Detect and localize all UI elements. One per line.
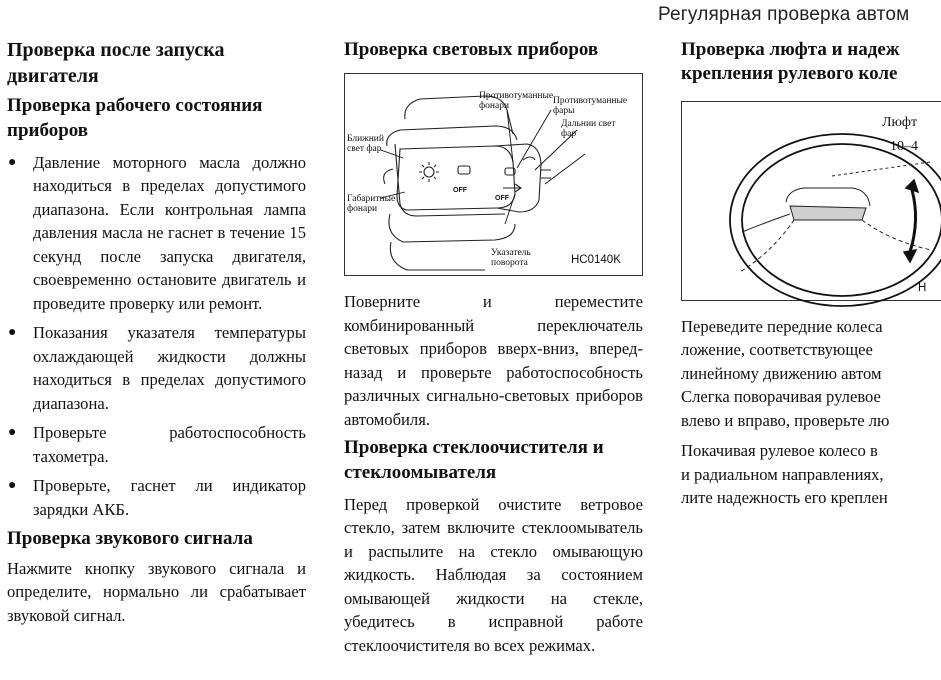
switch-off-text-2: OFF xyxy=(495,195,509,203)
switch-off-text: OFF xyxy=(453,187,467,195)
subsection-title-instruments: Проверка рабочего состояния приборов xyxy=(7,95,263,141)
wiper-check-text: Перед проверкой очистите ветровое стекло, затем включите стеклоомыватель и распылите на стекло омывающую жидкость. Наблюдая за состоянием омывающей жидкости на стекле, убедитесь в исправной работе стеклоочистителя во всех режимах. xyxy=(344,494,643,655)
label-front-fog: Противотуманные фонари xyxy=(479,91,554,112)
running-header: Регулярная проверка автом xyxy=(658,4,910,25)
column-middle xyxy=(344,38,643,657)
lights-check-text: Поверните и переместите комбинированный переключатель световых приборов вверх-вниз, вперед-назад и проверьте работоспособность различных сигнально-световых приборов автомобиля. xyxy=(344,292,643,429)
list-item: ● Показания указателя температуры охлаждающей жидкости должны находиться в пределах допустимого диапазона. xyxy=(8,323,306,413)
bullet-icon: ● xyxy=(8,154,17,170)
label-turn-signal: Указатель поворота xyxy=(491,248,531,269)
steering-text-2: Покачивая рулевое колесо в и радиальном направлениях, лите надежность его креплен xyxy=(681,441,888,508)
steering-check-title-line1: Проверка люфта и надеж xyxy=(681,39,900,60)
horn-check-title: Проверка звукового сигнала xyxy=(7,528,253,550)
figure-code-fragment: Н xyxy=(918,281,927,294)
bullet-icon: ● xyxy=(8,325,17,341)
label-high-beam: Дальнии свет фар xyxy=(561,119,616,140)
steering-text-1: Переведите передние колеса ложение, соответствующее линейному движению автом Слегка поворачивая рулевое влево и вправо, проверьте лю xyxy=(681,316,890,430)
figure-code: HC0140K xyxy=(571,254,621,267)
list-item: ● Давление моторного масла должно находиться в пределах допустимого диапазона. Если контрольная лампа давления масла не гаснет в течение 15 секунд после запуска двигателя, своевременно остановите двигатель и проведите проверку или ремонт. xyxy=(8,152,306,313)
check-list xyxy=(7,151,306,522)
bullet-icon: ● xyxy=(8,425,17,441)
label-play-range: 10–4 xyxy=(890,138,918,154)
steering-check-title-line2: крепления рулевого коле xyxy=(681,63,898,85)
steering-wheel-figure xyxy=(681,101,941,301)
bullet-icon: ● xyxy=(8,478,17,494)
label-fog-headlights: Противотуманные фары xyxy=(553,96,628,117)
horn-check-text: Нажмите кнопку звукового сигнала и определите, нормально ли срабатывает звуковой сигнал. xyxy=(7,558,306,625)
list-item: ● Проверьте работоспособность тахометра. xyxy=(8,423,306,466)
column-right xyxy=(681,38,941,510)
label-parking: Габаритные фонари xyxy=(347,194,396,215)
column-left xyxy=(7,38,306,627)
label-play: Люфт xyxy=(882,114,918,130)
list-item: ● Проверьте, гаснет ли индикатор зарядки АКБ. xyxy=(8,476,306,519)
wiper-check-title: Проверка стеклоочистителя и стеклоомывателя xyxy=(344,437,604,483)
section-title-after-start: Проверка после запуска двигателя xyxy=(7,39,225,87)
steering-wheel-illustration xyxy=(682,102,941,300)
light-switch-figure xyxy=(344,73,643,276)
label-low-beam: Ближний свет фар xyxy=(347,134,384,155)
lights-check-title: Проверка световых приборов xyxy=(344,39,599,60)
